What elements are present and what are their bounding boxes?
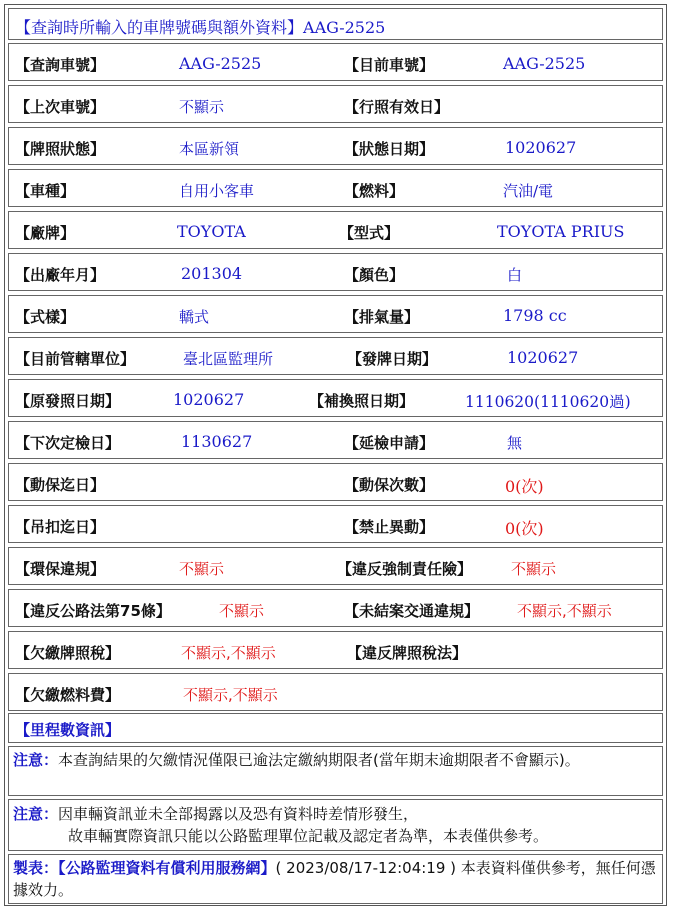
report-frame [4, 4, 667, 906]
label-model: 【型式】 [339, 224, 400, 242]
value-jurisdiction: 臺北區監理所 [183, 350, 274, 368]
label-unpaid-fuel-fee: 【欠繳燃料費】 [15, 686, 121, 704]
row-unpaid-license-tax [8, 631, 663, 669]
value-brand: TOYOTA [177, 222, 246, 241]
note-overdue-text: 本查詢結果的欠繳情況僅限已逾法定繳納期限者(當年期末逾期限者不會顯示)。 [58, 751, 580, 769]
label-lien-count: 【動保次數】 [344, 476, 435, 494]
mileage-title: 【里程數資訊】 [15, 721, 121, 739]
note-disclaimer-line2: 故車輛實際資訊只能以公路監理單位記載及認定者為準，本表僅供參考。 [68, 827, 549, 845]
label-highway-act-75: 【違反公路法第75條】 [15, 602, 171, 620]
row-highway-act-75 [8, 589, 663, 627]
row-unpaid-fuel-fee [8, 673, 663, 711]
note-disclaimer [8, 799, 663, 851]
label-status-date: 【狀態日期】 [344, 140, 435, 158]
row-previous-plate [8, 85, 663, 123]
value-displacement: 1798 cc [503, 306, 567, 325]
row-lien-end-date [8, 463, 663, 501]
value-color: 白 [507, 266, 523, 284]
row-suspension-end-date [8, 505, 663, 543]
title-label: 【查詢時所輸入的車牌號碼與額外資料】 [15, 18, 304, 37]
value-inspection-extension: 無 [507, 434, 523, 452]
label-jurisdiction: 【目前管轄單位】 [15, 350, 136, 368]
label-transfer-prohibited: 【禁止異動】 [344, 518, 435, 536]
row-brand [8, 211, 663, 249]
value-manufacture-date: 201304 [181, 264, 243, 283]
value-next-inspection: 1130627 [181, 432, 253, 451]
label-license-valid-date: 【行照有效日】 [344, 98, 450, 116]
value-plate-issue-date: 1020627 [507, 348, 579, 367]
value-query-plate: AAG-2525 [179, 54, 262, 73]
label-reissue-date: 【補換照日期】 [309, 392, 415, 410]
footer-text: ( 2023/08/17-12:04:19 ) 本表資料僅供參考，無任何憑據效力。 [13, 859, 656, 899]
label-fuel: 【燃料】 [344, 182, 405, 200]
value-highway-act-75: 不顯示 [219, 602, 265, 620]
value-unsettled-traffic-violation: 不顯示,不顯示 [517, 602, 612, 620]
label-license-tax-violation: 【違反牌照稅法】 [347, 644, 468, 662]
row-query-plate [8, 43, 663, 81]
label-body-style: 【式樣】 [15, 308, 76, 326]
label-plate-status: 【牌照狀態】 [15, 140, 106, 158]
note-disclaimer-prefix: 注意： [13, 805, 59, 823]
value-vehicle-type: 自用小客車 [179, 182, 255, 200]
value-compulsory-insurance-violation: 不顯示 [511, 560, 557, 578]
label-original-license-date: 【原發照日期】 [15, 392, 121, 410]
value-previous-plate: 不顯示 [179, 98, 225, 116]
label-vehicle-type: 【車種】 [15, 182, 76, 200]
value-plate-status: 本區新領 [179, 140, 240, 158]
value-fuel: 汽油/電 [503, 182, 554, 200]
label-previous-plate: 【上次車號】 [15, 98, 106, 116]
row-jurisdiction [8, 337, 663, 375]
row-manufacture-date [8, 253, 663, 291]
value-body-style: 轎式 [179, 308, 210, 326]
footer-prefix: 製表： [13, 859, 59, 877]
value-unpaid-license-tax: 不顯示,不顯示 [181, 644, 276, 662]
row-vehicle-type [8, 169, 663, 207]
label-brand: 【廠牌】 [15, 224, 76, 242]
label-next-inspection: 【下次定檢日】 [15, 434, 121, 452]
label-unsettled-traffic-violation: 【未結案交通違規】 [344, 602, 480, 620]
label-suspension-end-date: 【吊扣迄日】 [15, 518, 106, 536]
value-reissue-date: 1110620(1110620過) [465, 393, 631, 411]
label-inspection-extension: 【延檢申請】 [344, 434, 435, 452]
label-environmental-violation: 【環保違規】 [15, 560, 106, 578]
value-model: TOYOTA PRIUS [497, 222, 625, 241]
report-title [8, 8, 663, 40]
note-overdue-prefix: 注意： [13, 751, 59, 769]
report-footer [8, 854, 663, 904]
row-next-inspection [8, 421, 663, 459]
label-displacement: 【排氣量】 [344, 308, 420, 326]
label-plate-issue-date: 【發牌日期】 [347, 350, 438, 368]
value-environmental-violation: 不顯示 [179, 560, 225, 578]
value-current-plate: AAG-2525 [503, 54, 586, 73]
row-plate-status [8, 127, 663, 165]
note-overdue [8, 746, 663, 796]
value-original-license-date: 1020627 [173, 390, 245, 409]
row-environmental-violation [8, 547, 663, 585]
value-status-date: 1020627 [505, 138, 577, 157]
row-body-style [8, 295, 663, 333]
row-original-license-date [8, 379, 663, 417]
note-disclaimer-line1: 因車輛資訊並未全部揭露以及恐有資料時差情形發生， [58, 805, 419, 823]
label-color: 【顏色】 [344, 266, 405, 284]
label-current-plate: 【目前車號】 [344, 56, 435, 74]
value-transfer-prohibited: 0(次) [505, 519, 544, 538]
label-compulsory-insurance-violation: 【違反強制責任險】 [337, 560, 473, 578]
label-manufacture-date: 【出廠年月】 [15, 266, 106, 284]
value-unpaid-fuel-fee: 不顯示,不顯示 [183, 686, 278, 704]
title-plate: AAG-2525 [303, 18, 386, 37]
label-lien-end-date: 【動保迄日】 [15, 476, 106, 494]
label-unpaid-license-tax: 【欠繳牌照稅】 [15, 644, 121, 662]
value-lien-count: 0(次) [505, 477, 544, 496]
label-query-plate: 【查詢車號】 [15, 56, 106, 74]
mileage-section [8, 713, 663, 743]
footer-source: 【公路監理資料有償利用服務網】 [58, 859, 276, 877]
